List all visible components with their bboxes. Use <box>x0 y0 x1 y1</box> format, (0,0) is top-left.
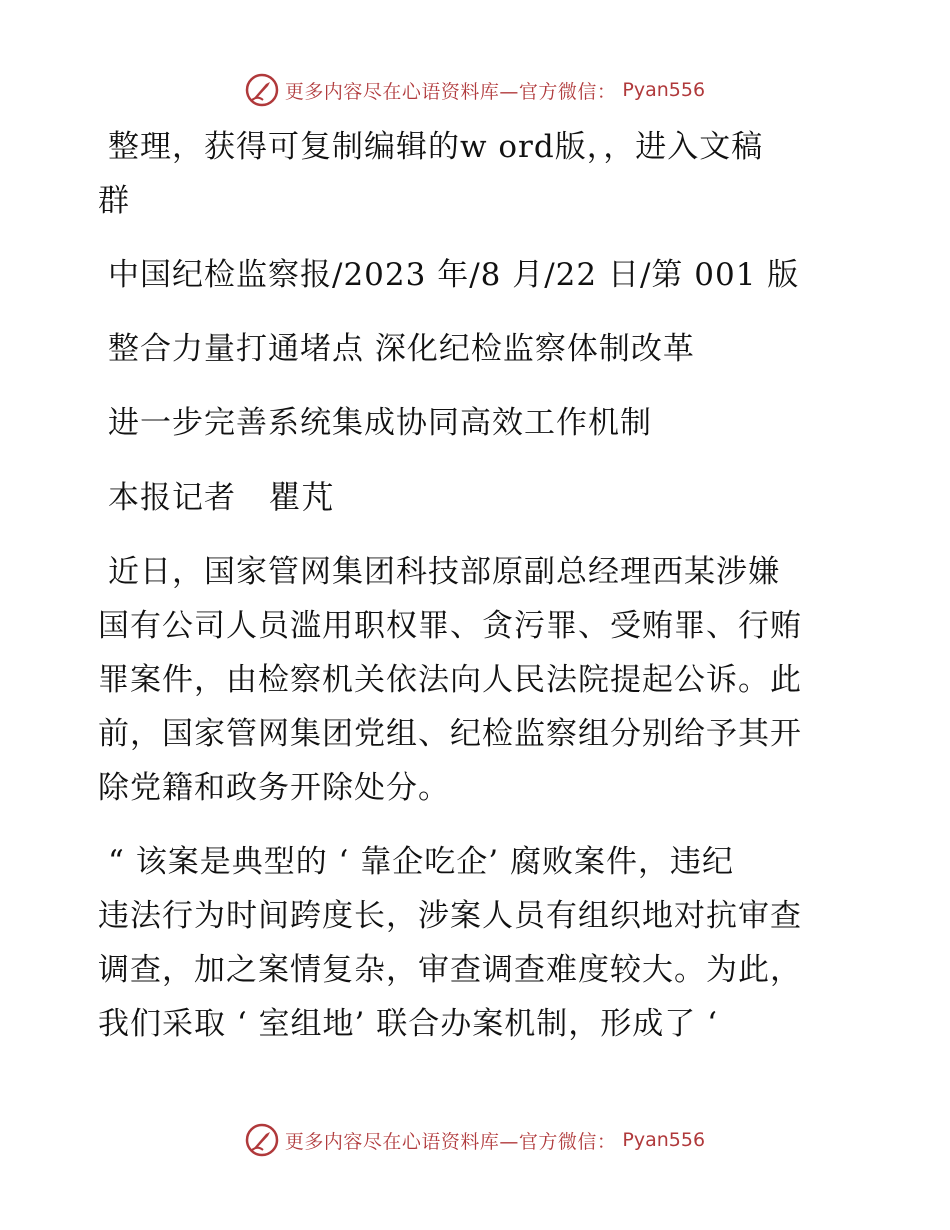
watermark-wechat-id: Pyan556 <box>622 1129 706 1151</box>
document-body <box>98 120 853 1051</box>
subheadline: 进一步完善系统集成协同高效工作机制 <box>108 405 652 441</box>
headline: 整合力量打通堵点 深化纪检监察体制改革 <box>108 331 695 367</box>
paragraph-line: 罪案件，由检察机关依法向人民法院提起公诉。此 <box>98 662 802 698</box>
note-line: 群 <box>98 183 130 219</box>
byline-name: 瞿芃 <box>268 478 335 516</box>
paragraph-line: “ 该案是典型的 ‘ 靠企吃企’ 腐败案件，违纪 <box>108 844 734 880</box>
quill-pen-logo-icon <box>245 73 279 107</box>
paragraph-1 <box>98 545 853 815</box>
paragraph-line: 除党籍和政务开除处分。 <box>98 770 450 806</box>
paragraph-line: 调查，加之案情复杂，审查调查难度较大。为此， <box>98 952 802 988</box>
watermark-text: 更多内容尽在心语资料库—官方微信： <box>284 80 617 103</box>
paragraph-line: 违法行为时间跨度长，涉案人员有组织地对抗审查 <box>98 898 802 934</box>
paragraph-2 <box>98 835 853 1051</box>
note-line: 整理，获得可复制编辑的w ord版，，进入文稿 <box>108 129 764 165</box>
paragraph-line: 我们采取 ‘ 室组地’ 联合办案机制，形成了 ‘ <box>98 1006 718 1042</box>
watermark-text: 更多内容尽在心语资料库—官方微信： <box>284 1130 617 1153</box>
byline <box>98 470 853 525</box>
paragraph-line: 前，国家管网集团党组、纪检监察组分别给予其开 <box>98 716 802 752</box>
watermark-wechat-id: Pyan556 <box>622 79 706 101</box>
paragraph-line: 近日，国家管网集团科技部原副总经理西某涉嫌 <box>108 554 780 590</box>
watermark-footer <box>0 1120 950 1160</box>
paragraph-line: 国有公司人员滥用职权罪、贪污罪、受贿罪、行贿 <box>98 608 802 644</box>
quill-pen-logo-icon <box>245 1123 279 1157</box>
watermark-header <box>0 70 950 110</box>
byline-label: 本报记者 <box>108 480 236 516</box>
source-line: 中国纪检监察报/2023 年/8 月/22 日/第 001 版 <box>108 257 800 293</box>
